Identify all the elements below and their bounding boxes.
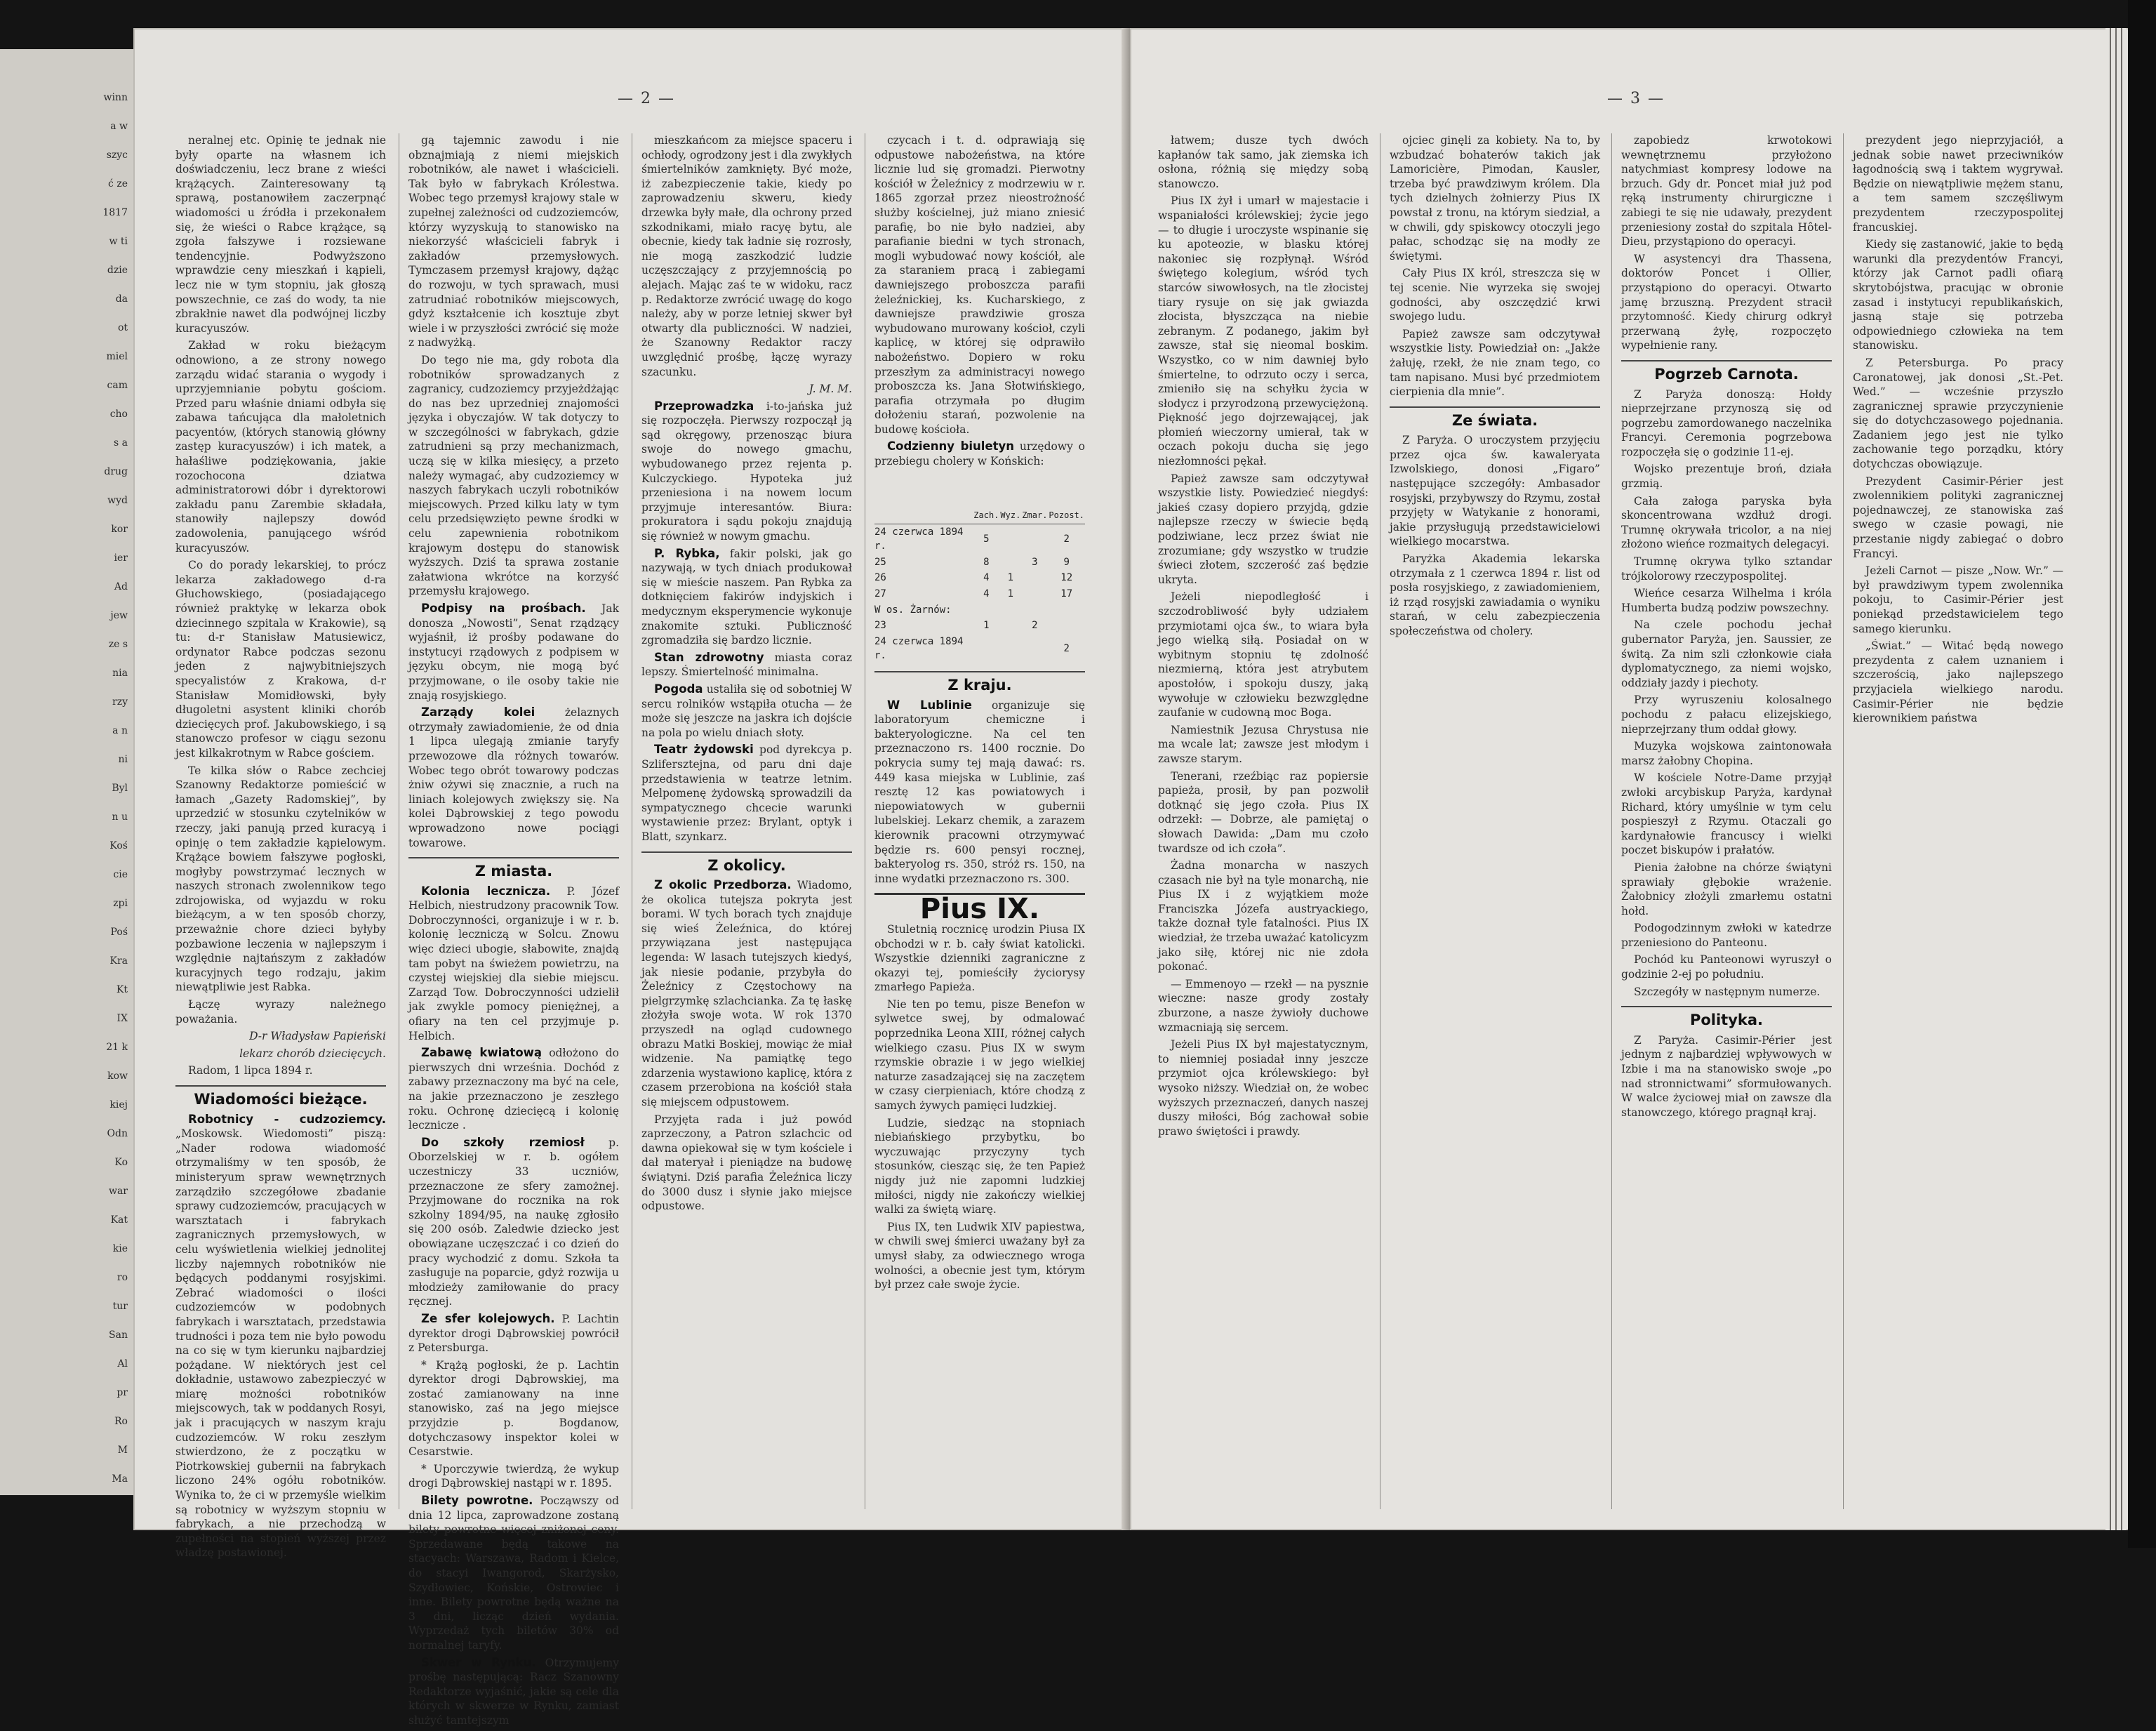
- news-item: [874, 698, 1085, 887]
- table-row: [874, 602, 1085, 618]
- news-item-title: Kolonia lecznicza.: [421, 884, 551, 898]
- newspaper-page-left: [133, 28, 1130, 1727]
- signature: D-r Władysław Papieński: [249, 1030, 386, 1043]
- table-cell: 9: [1063, 556, 1070, 568]
- news-item: [641, 547, 852, 648]
- edge-fragment: San: [109, 1329, 128, 1341]
- paragraph: Kiedy się zastanowić, jakie to będą warunki dla prezydentów Francyi, którzy jak Carnot padli ofiarą skrytobójstwa, pracując w obronie zasad i instytucyi republikańskich, jasną staje się potrzeba odpowiedniego człowieka na tem stanowisku.: [1853, 238, 2063, 352]
- edge-fragment: n u: [112, 811, 128, 823]
- news-item-title: Zabawę kwiatową: [421, 1046, 543, 1060]
- table-cell: [999, 634, 1021, 664]
- edge-fragment: zpi: [113, 898, 128, 909]
- paragraph: łatwem; dusze tych dwóch kapłanów tak samo, jak ziemska ich osłona, różnią się między sobą stanowczo.: [1158, 134, 1369, 190]
- edge-fragment: nia: [112, 668, 128, 679]
- table-cell-date: 23: [874, 620, 886, 632]
- news-item: [641, 651, 852, 679]
- table-header: Zmar.: [1021, 473, 1048, 524]
- right-column-1: [1158, 133, 1369, 1141]
- edge-fragment: dzie: [107, 265, 128, 276]
- paragraph: prezydent jego nieprzyjaciół, a jednak sobie nawet przeciwników łagodnością swą i taktem wygrywał. Będzie on niewątpliwie mężem stanu, a tem samem szczęśliwym prezydentem rzeczypospolitej francuskiej.: [1853, 134, 2063, 234]
- edge-fragment: ni: [118, 754, 128, 765]
- table-row: [874, 555, 1085, 571]
- paragraph: Te kilka słów o Rabce zechciej Szanowny Redaktorze pomieścić w łamach „Gazety Radomskiej”, by uprzedzić w stosunku czytelników w rzeczy, jaki panują przed kuracyą i opinję o tem zakładzie kąpielowym. Krążące bowiem fałszywe pogłoski, mogłyby powstrzymać lecznych w naszych stronach zwolennikow tego zdrojowiska, od wyjazdu w roku bieżącym, a w ten sposób chorzy, przeważnie chore dzieci byłyby pozbawione leczenia w najlepszym i względnie najtańszym z zakładów kuracyjnych tego rodzaju, jakim niewątpliwie jest Rabka.: [175, 764, 386, 994]
- edge-fragment: M: [117, 1445, 128, 1456]
- paragraph: ojciec ginęli za kobiety. Na to, by wzbudzać bohaterów takich jak Lamoricière, Pimodan, Kausler, trzeba być prawdziwym królem. Dla tych dzielnych żołnierzy Pius IX powstał z tronu, na którym siedział, a w chwili, gdy spiskowcy otoczyli jego pałac, schodząc się na modły ze świętymi.: [1390, 134, 1600, 263]
- table-header: Zach.: [973, 473, 999, 524]
- paragraph: Jeżeli Pius IX był majestatycznym, to niemniej posiadał inny jeszcze przymiot ojca królewskiego: był wysoko niższy. Wiedział on, że wobec wyższych przeznaczeń, danych naszej duszy miłości, Bóg zachował sobie prawo świętości i prawdy.: [1158, 1038, 1369, 1138]
- edge-fragment: kie: [112, 1243, 128, 1254]
- news-item: [175, 1113, 386, 1560]
- edge-fragment: pr: [117, 1387, 128, 1398]
- edge-fragment: rzy: [112, 696, 128, 708]
- signature: J. M. M.: [808, 383, 852, 396]
- news-item: [408, 1046, 619, 1133]
- paragraph: Wieńce cesarza Wilhelma i króla Humberta budzą podziw powszechny.: [1621, 587, 1832, 614]
- paragraph: gą tajemnic zawodu i nie obznajmiają z niemi miejskich robotników, ale nawet i właścicieli. Tak było w fabrykach Królestwa. Wobec tego przemysł krajowy stale w zupełnej zależności od cudzoziemców, którzy wyzyskują to stanowisko na niekorzyść właścicieli fabryk i zakładów przemysłowych. Tymczasem przemysł krajowy, dążąc do rozwoju, w tych sprawach, musi zatrudniać robotników miejscowych, gdyż kształcenie ich kosztuje zbyt wiele i w przyszłości zwrócić się może z nadwyżką.: [408, 134, 619, 350]
- table-cell: 8: [983, 556, 990, 568]
- paragraph: zapobiedz krwotokowi wewnętrznemu przyłożono natychmiast kompresy lodowe na brzuch. Gdy dr. Poncet miał już pod ręką instrumenty chirurgiczne i zabiegi te się nie udawały, prezydent przeniesiony został do szpitala Hôtel-Dieu, przystąpiono do operacyi.: [1621, 134, 1832, 248]
- news-item: [641, 1113, 852, 1214]
- paragraph: Z Petersburga. Po pracy Caronatowej, jak donosi „St.-Pet. Wed.” — wcześnie przyszło zagranicznej sprawie przyczynienie się do dotychczasowego pojednania. Zadaniem jego jest nie tylko zachowanie tego porządku, który dotychczas obowiązuje.: [1853, 356, 2063, 471]
- table-cell: [999, 524, 1021, 555]
- right-column-3: [1621, 133, 1832, 1122]
- edge-fragment: 1817: [102, 207, 128, 218]
- bulletin-subtitle: urzędowy o przebiegu cholery w Końskich:: [874, 440, 1085, 468]
- scan-border: [2128, 0, 2156, 1548]
- paragraph: Jeżeli Carnot — pisze „Now. Wr.” — był prawdziwym typem zwolennika pokoju, to Casimir-Périer jest poniekąd przedstawicielem tego samego kierunku.: [1853, 564, 2063, 635]
- news-item-title: Skwer w Rynku.: [421, 1655, 536, 1669]
- table-cell: [999, 618, 1021, 634]
- edge-fragment: ot: [117, 322, 128, 333]
- section-heading-pius: Pius IX.: [874, 893, 1085, 917]
- paragraph: W kościele Notre-Dame przyjął zwłoki arcybiskup Paryża, kardynał Richard, który umyślnie w tym celu pospieszył z Rzymu. Otaczali go kardynałowie francuscy i wielki poczet biskupów i prałatów.: [1621, 771, 1832, 857]
- table-cell: 12: [1060, 572, 1073, 584]
- news-item: [641, 682, 852, 740]
- news-item: [408, 1462, 619, 1491]
- news-item-text: organizuje się laboratoryum chemiczne i bakteryologiczne. Na cel ten przeznaczono rs. 1400 rocznie. Do pokrycia sumy tej mają dawać: rs. 449 kasa miejska w Lublinie, zaś resztę 12 kas powiatowych i niepowiatowych w gubernii lubelskiej. Lekarz chemik, a zarazem kierownik pracowni otrzymywać będzie rs. 600 pensyi rocznej, bakteryolog rs. 350, stróż rs. 150, na inne wydatki przeznaczono rs. 300.: [874, 698, 1086, 885]
- paragraph: Do tego nie ma, gdy robota dla robotników sprowadzanych z zagranicy, cudzoziemcy przyjeżdżając do nas bez uprzedniej znajomości języka i obyczajów. W tak dotyczy to w szczególności w fabrykach, gdzie zatrudnieni są przy mechanizmach, uczą się w kilka miesięcy, a przeto należy wymagać, aby cudzoziemcy w naszych fabrykach uczyli robotników miejscowych. Przed kilku laty w tym celu przedsięwzięto pewne środki w celu zapewnienia robotnikom krajowym dostępu do stanowisk wyższych. Dziś ta sprawa zostanie załatwiona wkrótce na korzyść przemysłu krajowego.: [408, 353, 619, 598]
- table-cell: 3: [1032, 556, 1038, 568]
- table-cell: 4: [983, 572, 990, 584]
- news-item: [641, 399, 852, 544]
- table-row: [874, 618, 1085, 634]
- edge-fragment: kor: [111, 524, 128, 535]
- news-item-title: Robotnicy - cudzoziemcy.: [188, 1112, 386, 1126]
- table-cell: 1: [983, 620, 990, 632]
- paragraph: W asystencyi dra Thassena, doktorów Poncet i Ollier, przystąpiono do operacyi. Otwarto jamę brzuszną. Prezydent stracił przytomność. Kiedy chirurg odkrył przerwaną żyłę, rozpoczęto wypełnienie rany.: [1621, 252, 1832, 352]
- news-item: [408, 1656, 619, 1728]
- news-item-title: Do szkoły rzemiosł: [421, 1135, 585, 1149]
- paragraph: Z Paryża donoszą: Hołdy nieprzejrzane przynoszą się od pogrzebu zamordowanego naczelnika Francyi. Ceremonia pogrzebowa rozpoczęła się o godzinie 11-ej.: [1621, 387, 1832, 458]
- cholera-bulletin-table: [874, 473, 1085, 664]
- paragraph: Namiestnik Jezusa Chrystusa nie ma wcale lat; zawsze jest młodym i zawsze starym.: [1158, 723, 1369, 765]
- news-item-text: odłożono do pierwszych dni września. Dochód z zabawy przeznaczony ma być na cele, na jakie przeznaczono je zeszłego roku. Ochronę dziecięcą i kolonię lecznicze .: [408, 1047, 619, 1132]
- left-column-4: [874, 133, 1085, 1295]
- table-cell: 2: [1063, 533, 1070, 545]
- edge-fragment: Odn: [107, 1128, 128, 1139]
- news-item: [408, 602, 619, 703]
- edge-fragment: Ma: [112, 1473, 128, 1485]
- right-column-2: [1390, 133, 1600, 642]
- table-row: [874, 570, 1085, 586]
- edge-fragment: miel: [106, 351, 128, 362]
- news-item: [408, 1312, 619, 1355]
- table-cell-date: 27: [874, 588, 886, 600]
- paragraph: Muzyka wojskowa zaintonowała marsz żałobny Chopina.: [1621, 740, 1832, 767]
- news-item-text: miasta coraz lepszy. Śmiertelność minimalna.: [641, 651, 852, 679]
- paragraph: Z Paryża. O uroczystem przyjęciu przez ojca św. kawaleryata Izwolskiego, donosi „Figaro” następujące szczegóły: Ambasador rosyjski, przybywszy do Rzymu, został przyjęty w Watykanie z honorami, jakie przysługują przedstawicielowi wielkiego mocarstwa.: [1390, 434, 1600, 548]
- page-stack-edge: [2105, 28, 2127, 1530]
- edge-fragment: tur: [112, 1301, 128, 1312]
- paragraph: Tenerani, rzeźbiąc raz popiersie papieża, prosił, by pan pozwolił dotknąć się jego czoła. Pius IX odrzekł: — Dobrze, ale pamiętaj o słowach Dawida: „Dam mu czoło twardsze od ich czoła”.: [1158, 769, 1369, 855]
- right-column-4: [1853, 133, 2063, 729]
- edge-fragment: Kat: [110, 1214, 128, 1226]
- table-row: [874, 634, 1085, 664]
- table-cell: 1: [1007, 572, 1014, 584]
- news-item-text: pod dyrekcya p. Szlifersztejna, od paru dni daje przedstawienia w teatrze letnim. Melpomenę żydowską sprowadzili da sympatycznego chcecie warunki wystawienie przez: Brylant, optyk i Blatt, szynkarz.: [641, 743, 852, 843]
- edge-fragment: cam: [107, 380, 128, 391]
- table-cell: 17: [1060, 588, 1073, 600]
- news-item: [408, 1494, 619, 1653]
- news-item-title: P. Rybka,: [654, 546, 720, 560]
- edge-fragment: jew: [110, 610, 128, 621]
- adjacent-page-edge: [0, 49, 133, 1495]
- paragraph: Przy wyruszeniu kolosalnego pochodu z pałacu elizejskiego, nieprzejrzany tłum oddał głowy.: [1621, 694, 1832, 736]
- edge-fragment: a w: [110, 121, 128, 132]
- edge-fragment: ro: [117, 1272, 128, 1283]
- edge-fragment: s a: [114, 437, 128, 449]
- table-cell: [1021, 602, 1048, 618]
- news-item-text: Począwszy od dnia 12 lipca, zaprowadzone zostaną bilety powrotne więcej zniżonej ceny. Sprzedawane będą takowe na stacyach: Warszawa, Radom i Kielce, do stacyi Iwangorod, Skarżysko, Szydłowiec, Końskie, Ostrowiec i inne. Bilety powrotne będą ważne na 3 dni, licząc dzień wydania. Wyprzedaż tych biletów 30% od normalnej taryfy.: [408, 1494, 619, 1652]
- news-item-title: Bilety powrotne.: [421, 1494, 533, 1508]
- edge-fragment: ier: [114, 552, 128, 564]
- paragraph: Cały Pius IX król, streszcza się w tej scenie. Nie wyrzeka się swojej godności, aby oszczędzić krwi swojego ludu.: [1390, 267, 1600, 324]
- news-item: [408, 1136, 619, 1309]
- left-column-3: [641, 133, 852, 1216]
- news-item: [408, 705, 619, 850]
- news-item-text: Przyjęta rada i już powód zaprzeczony, a Patron szlachcic od dawna opiekował się w tym kościele i dał materyał i pieniądze na budowę świątyni. Dziś parafia Żeleźnica liczy do 3000 dusz i słynie jako miejsce odpustowe.: [641, 1113, 852, 1213]
- page-number: — 3 —: [1607, 90, 1665, 107]
- table-cell: [1021, 634, 1048, 664]
- page-number: — 2 —: [618, 90, 675, 107]
- news-item-text: p. Oborzelskiej w r. b. ogółem uczestniczy 33 uczniów, przeznaczone ze sfery zamożnej. Przyjmowane do rocznika na rok szkolny 1894/95, na naukę zgłosiło się 200 osób. Zaledwie dziecko jest obowiązane uczęszczać i co dzień do pracy wychodzić z domu. Szkoła ta zasługuje na poparcie, gdyż rozwija u młodzieży zamiłowanie do pracy ręcznej.: [408, 1136, 619, 1308]
- edge-fragment: szyc: [106, 150, 128, 161]
- section-heading: Polityka.: [1621, 1006, 1832, 1028]
- left-column-1: [175, 133, 386, 1563]
- bulletin-intro: [874, 439, 1085, 468]
- table-row: [874, 524, 1085, 555]
- table-cell: [1021, 586, 1048, 602]
- news-item: [408, 1358, 619, 1459]
- edge-fragment: Ad: [114, 581, 128, 592]
- news-item-title: Przeprowadzka: [654, 399, 754, 413]
- table-header: Wyz.: [999, 473, 1021, 524]
- news-item-title: Z okolic Przedborza.: [654, 878, 792, 892]
- paragraph: Nie ten po temu, pisze Benefon w sylwetce swej, by odmalować poprzednika Leona XIII, różnej całych wielkiego czasu. Pius IX w swym rzymskie obrazie i w jego wielkiej naturze zasadzającej się na zaczętem w czasy cierpieniach, które chodzą z samych żywych pamięci ludzkiej.: [874, 997, 1085, 1113]
- edge-fragment: kow: [107, 1070, 128, 1082]
- bulletin-title: Codzienny biuletyn: [887, 439, 1015, 453]
- left-column-2: [408, 133, 619, 1731]
- edge-fragment: cho: [109, 409, 128, 420]
- paragraph: Cała załoga paryska była skoncentrowana wzdłuż drogi. Trumnę okrywała tricolor, a na niej złożono wieńce rozmaitych delegacyi.: [1621, 494, 1832, 551]
- section-heading: Wiadomości bieżące.: [175, 1085, 386, 1107]
- news-item-text: żelaznych otrzymały zawiadomienie, że od dnia 1 lipca ulegają zmianie taryfy przewozowe dla różnych towarów. Wobec tego obrót towarowy podczas żniw ożywi się znacznie, a ruch na liniach kolejowych zwiększy się. Na kolei Dąbrowskiej z tego powodu wprowadzono nowe pociągi towarowe.: [408, 706, 619, 849]
- paragraph: Żadna monarcha w naszych czasach nie był na tyle monarchą, nie Pius IX i z wyjątkiem może Franciszka Józefa austryackiego, także doznał tyle fatalności. Pius IX wiedział, że trzeba uważać katolicyzm jako siłę, której nic nie zdoła pokonać.: [1158, 859, 1369, 974]
- paragraph: Pius IX, ten Ludwik XIV papiestwa, w chwili swej śmierci uważany był za umysł słaby, za odwiecznego wroga wolności, a obecnie jest tym, którym był przez całe swoje życie.: [874, 1220, 1085, 1292]
- paragraph: Papież zawsze sam odczytywał wszystkie listy. Powiedzieć niegdyś: jakieś czasy dopiero przyjdą, gdzie najlepsze rzeczy w świecie będą podziwiane, lecz przez świat nie zrozumiane; gdy wszystko w trudzie świeci złotem, szczerość zaś będzie ukryta.: [1158, 472, 1369, 586]
- paragraph: Prezydent Casimir-Périer jest zwolennikiem polityki zagranicznej pojednawczej, ze stanowiska zaś swego w czasie powagi, nie przestanie nigdy zabiegać o dobro Francyi.: [1853, 475, 2063, 560]
- news-item-title: Teatr żydowski: [654, 743, 754, 757]
- table-cell: [973, 634, 999, 664]
- table-cell: 5: [983, 533, 990, 545]
- edge-fragment: wyd: [107, 495, 128, 506]
- edge-fragment: Koś: [109, 840, 128, 851]
- paragraph: Co do porady lekarskiej, to prócz lekarza zakładowego d-ra Głuchowskiego, (posiadającego również praktykę w lekarza obok dziecinnego szpitala w Krakowie), są tu: d-r Stanisław Matusiewicz, ordynator Rabce podczas sezonu jeden z najwybitniejszych specyalistów z Krakowa, d-r Stanisław Momidłowski, były długoletni asystent kliniki chorób dziecięcych prof. Jakubowskiego, i są stanowczo profesor w ciągu sezonu jest kilkakrotnym w Rabce gościem.: [175, 559, 386, 760]
- table-cell: [1021, 524, 1048, 555]
- paragraph: Jeżeli niepodległość i szczodrobliwość były udziałem przymiotami ojca św., to wiara była jego wielką siłą. Posiadał on w wybitnym stopniu tę zdolność niezmierną, która jest atrybutem apostołów, i spokoju duszy, jaką wywołuje w człowieku bezwzględne zaufanie w cudowną moc Boga.: [1158, 590, 1369, 719]
- signature-role: lekarz chorób dziecięcych.: [239, 1047, 386, 1060]
- edge-fragment: a n: [112, 725, 128, 736]
- paragraph: — Emmenoyo — rzekł — na pysznie wieczne: nasze grody zostały zburzone, a nasze żywioły duchowe wzmacniają się sercem.: [1158, 977, 1369, 1034]
- edge-fragment: Byl: [112, 783, 128, 794]
- paragraph: Szczegóły w następnym numerze.: [1634, 985, 1821, 998]
- news-item-title: Zarządy kolei: [421, 705, 535, 719]
- table-cell-date: 24 czerwca 1894 r.: [874, 526, 964, 552]
- section-heading: Z kraju.: [874, 671, 1085, 693]
- paragraph: mieszkańcom za miejsce spaceru i ochłody, ogrodzony jest i dla zwykłych śmiertelników zamknięty. Być może, iż zabezpieczenie takie, kiedy po zaprowadzeniu skweru, kiedy drzewka były małe, dla ochrony przed szkodnikami, miało racyę bytu, ale obecnie, kiedy tak ładnie się rozrosły, nie mogą zaszkodzić ludzie uczęszczający z przyjemnością po alejach. Mając zaś te w widoku, racz p. Redaktorze zwrócić uwagę do kogo należy, aby w porze letniej skwer był otwarty dla publiczności. W nadziei, że Szanowny Redaktor raczy uwzględnić prośbę, łączę wyrazy szacunku.: [641, 134, 852, 378]
- edge-fragment: ć ze: [108, 178, 128, 190]
- edge-fragment: w ti: [109, 236, 128, 247]
- paragraph: Wojsko prezentuje broń, działa grzmią.: [1621, 463, 1832, 491]
- paragraph: Podogodzinnym zwłoki w katedrze przeniesiono do Panteonu.: [1621, 922, 1832, 949]
- news-item: [408, 884, 619, 1044]
- table-cell-date: 24 czerwca 1894 r.: [874, 635, 964, 662]
- news-item-text: i-to-jańska już się rozpoczęła. Pierwszy rozpoczął ją sąd okręgowy, przenosząc biura swoje do nowego gmachu, wybudowanego przez rejenta p. Kulczyckiego. Hypoteka już przeniesiona i na nowem locum przyjmuje interesantów. Biura: prokuratora i sądu pokoju znajdują się również w nowym gmachu.: [641, 399, 852, 543]
- table-header: Pozost.: [1048, 473, 1085, 524]
- edge-fragment: Ro: [114, 1416, 128, 1427]
- table-cell: [973, 602, 999, 618]
- column-divider: [1611, 133, 1612, 1509]
- table-row: [874, 586, 1085, 602]
- section-heading: Z okolicy.: [641, 851, 852, 873]
- paragraph: Z Paryża. Casimir-Périer jest jednym z najbardziej wpływowych w Izbie i ma na stanowisko swoje „po nad stronnictwami” sformułowanych. W walce życiowej miał on zawsze dla stanowczego, którego pragnął kraj.: [1621, 1033, 1832, 1119]
- paragraph: Pienia żałobne na chórze świątyni sprawiały głębokie wrażenie. Żałobnicy złożyli zmarłemu ostatni hołd.: [1621, 861, 1832, 917]
- paragraph: Trumnę okrywa tylko sztandar trójkolorowy rzeczypospolitej.: [1621, 555, 1832, 583]
- paragraph: czycach i t. d. odprawiają się odpustowe nabożeństwa, na które licznie lud się gromadzi. Pierwotny kościół w Żeleźnicy z modrzewiu w r. 1865 zgorzał przez nieostrożność służby kościelnej, już miano zniesić parafię, bo nie było nadziei, aby parafianie biedni w tych stronach, mogli wybudować nowy kościół, ale za staraniem pracą i zabiegami dawniejszego proboszcza parafii żeleźnickiej, ks. Kucharskiego, z dawniejsze prawdziwie grosza wybudowano murowany kościoł, czyli kaplicę, w której się odprawiło nabożeństwo. Dopiero w roku przeszłym za administracyi nowego proboszcza ks. Jana Słotwińskiego, parafia otrzymała po długim dołożeniu starań, pozwolenie na budowę kościoła.: [874, 134, 1085, 436]
- news-item-title: Stan zdrowotny: [654, 650, 764, 664]
- table-cell-date: W os. Żarnów:: [874, 604, 952, 616]
- news-item: [641, 878, 852, 1110]
- paragraph: neralnej etc. Opinię te jednak nie były oparte na własnem ich doświadczeniu, lecz brane z wieści krążących. Zainteresowany tą sprawą, postanowiłem zaczerpnąć wiadomości u źródła i przekonałem się, że wieści o Rabce krążące, są zgoła fałszywe i rozsiewane tendencyjnie. Podwyższono wprawdzie ceny mieszkań i kąpieli, lecz nie w tym stopniu, jak głoszą powszechnie, ce zaś do wody, ta nie zbrakłnie nawet dla podwójnej liczby kuracyuszów.: [175, 134, 386, 335]
- news-item-text: fakir polski, jak go nazywają, w tych dniach produkował się w mieście naszem. Pan Rybka za dotknięciem fakirów indyjskich i medycznym eksperymencie wykonuje znakomite sztuki. Publiczność zgromadziła się bardzo licznie.: [641, 547, 852, 647]
- edge-fragment: Kra: [109, 955, 128, 967]
- table-cell-date: 25: [874, 556, 886, 568]
- paragraph: Pius IX żył i umarł w majestacie i wspaniałości królewskiej; życie jego — to długie i uroczyste wspinanie się ku apoteozie, w blasku której nakoniec się rozpłynął. Wśród świętego kolegium, wśród tych starców siwowłosych, na tle złocistej tiary rysuje on się jak gwiazda złocista, błyszcząca na niebie zebranym. Z podanego, jakim był zawsze, stał się nieomal boskim. Wszystko, co w nim dawniej było śmiertelne, to odrzuto oczy i serca, zmieniło się na schyłku życia w słodycz i przyrodzoną przewyciężoną. Piękność jego dojrzewającej, jak płomień wieczorny umierał, tak w oczach pokoju ducha się jego niezłomności pękał.: [1158, 194, 1369, 468]
- edge-fragment: da: [115, 293, 128, 305]
- paragraph: Papież zawsze sam odczytywał wszystkie listy. Powiedział on: „Jakże żałuję, rzekł, że nie znam tego, co tam napisano. Musi być przedmiotem cierpienia dla mnie”.: [1390, 327, 1600, 399]
- paragraph: Na czele pochodu jechał gubernator Paryża, jen. Saussier, ze świtą. Za nim szli członkowie ciała dyplomatycznego, za niemi wojsko, oddziały jazdy i piechoty.: [1621, 618, 1832, 689]
- news-item-title: Pogoda: [654, 682, 703, 696]
- edge-fragment: ze s: [108, 639, 128, 650]
- paragraph: „Świat.” — Witać będą nowego prezydenta z całem uznaniem i szczerością, jako najlepszego przyjaciela wielkiego narodu. Casimir-Périer nie będzie kierownikiem państwa: [1853, 639, 2063, 725]
- edge-fragment: Kt: [116, 984, 128, 995]
- column-divider: [1843, 133, 1844, 1509]
- paragraph: Stuletnią rocznicę urodzin Piusa IX obchodzi w r. b. cały świat katolicki. Wszystkie dzienniki zagraniczne z okazyi tej, pomieściły życiorysy zmarłego Papieża.: [874, 922, 1085, 994]
- paragraph: Pochód ku Panteonowi wyruszył o godzinie 2-ej po południu.: [1621, 953, 1832, 981]
- table-cell: [999, 602, 1021, 618]
- closing-line: Łączę wyrazy należnego poważania.: [175, 998, 386, 1026]
- news-item-text: P. Józef Helbich, niestrudzony pracownik Tow. Dobroczynności, organizuje i w r. b. kolonię leczniczą w Solcu. Znowu więc dzieci ubogie, słabowite, znajdą tam pobyt na świeżem powietrzu, na czystej wiejskiej dla siebie miejscu. Zarząd Tow. Dobroczynności udzielił jak zwykle pomocy pieniężnej, a ofiary na ten cel przyjmuje p. Helbich.: [408, 884, 619, 1042]
- edge-fragment: war: [108, 1186, 128, 1197]
- news-item-text: „Moskowsk. Wiedomosti” piszą: „Nader rodowa wiadomość otrzymaliśmy w ten sposób, że ministeryum spraw wewnętrznych zarządziło szczegółowe zbadanie sprawy cudzoziemców, pracujących w warsztatach i fabrykach zagranicznych przemysłowych, w celu wyświetlenia wielkiej jednolitej liczby najemnych robotników nie będących poddanymi rosyjskimi. Zebrać wiadomości o ilości cudzoziemców w podobnych fabrykach i warsztatach, przedstawia trudności i poza tem nie było powodu na co się w tym kierunku najbardziej pożądane. W niektórych jest cel dokładnie, ustawowo zabezpieczyć w miarę możności robotników miejscowych, tak w poddanych Rosyi, jak i pracujących w naszym kraju cudzoziemców. W roku zeszłym stwierdzono, że z początku w Piotrkowskiej gubernii na fabrykach liczono 24% ogółu robotników. Wynika to, że ci w przemyśle wielkim są robotnicy w wyższym stopniu w fabrykach, a nie przechodzą w zupełności na stopień wyższej przez władzę postawionej.: [175, 1127, 386, 1560]
- table-cell: 2: [1063, 643, 1070, 655]
- news-item: [641, 743, 852, 844]
- paragraph: Ludzie, siedząc na stopniach niebiańskiego przybytku, bo wyczuwając przyczyny tych stosunków, ciesząc się, że ten Papież nigdy już nie zapomni ludzkiej miłości, nigdy nie zakończy wielkiej walki za świętą wiarę.: [874, 1116, 1085, 1216]
- newspaper-page-right: [1130, 28, 2130, 1530]
- news-item-text: Wiadomo, że okolica tutejsza pokryta jest borami. W tych borach tych znajduje się wieś Żeleźnica, do której przywiązana jest następująca legenda: W lasach tutejszych kiedyś, jak niesie podanie, przybyła do Żeleźnicy z Częstochowy na pielgrzymkę szlachcianka. Za tę łaskę złożyła swoje wota. W rok 1370 przyszedł na ogląd cudownego obrazu Matki Boskiej, mowiąc że miał widzenie. Na pamiątkę tego zdarzenia wystawiono kaplicę, która z czasem przerobiona na kościół stała się miejscem odpustowem.: [641, 879, 852, 1108]
- table-cell: [1048, 602, 1085, 618]
- table-cell: [1048, 618, 1085, 634]
- table-cell: [999, 555, 1021, 571]
- news-item-text: * Uporczywie twierdzą, że wykup drogi Dąbrowskiej nastąpi w r. 1895.: [408, 1462, 619, 1490]
- edge-fragment: 21 k: [106, 1042, 128, 1053]
- paragraph: Paryżka Akademia lekarska otrzymała z 1 czerwca 1894 r. list od posła rosyjskiego, z zawiadomieniem, iż rząd rosyjski zawiadamia o wyniku starań, w celu zabezpieczenia społeczeństwa od cholery.: [1390, 552, 1600, 637]
- table-cell-date: 26: [874, 572, 886, 584]
- edge-fragment: drug: [104, 466, 128, 477]
- news-item-text: * Krążą pogłoski, że p. Lachtin dyrektor drogi Dąbrowskiej, ma zostać zamianowany na inne stanowisko, zaś na jego miejsce przyjdzie p. Bogdanow, dotychczasowy inspektor kolei w Cesarstwie.: [408, 1358, 619, 1459]
- table-cell: 4: [983, 588, 990, 600]
- news-item-text: Jak donosza „Nowosti”, Senat rządzący wyjaśnił, iż prośby podawane do instytucyi rządowych z podpisem w języku obcym, nie mogą być przyjmowane, o ile osoby takie nie znają rosyjskiego.: [408, 602, 619, 702]
- news-item-title: W Lublinie: [887, 698, 972, 712]
- section-heading: Ze świata.: [1390, 406, 1600, 428]
- dateline: Radom, 1 lipca 1894 r.: [188, 1064, 313, 1077]
- news-item-title: Ze sfer kolejowych.: [421, 1311, 555, 1325]
- table-cell: [1021, 570, 1048, 586]
- edge-fragment: winn: [103, 92, 128, 103]
- edge-fragment: Ko: [114, 1157, 128, 1168]
- section-heading: Pogrzeb Carnota.: [1621, 360, 1832, 382]
- section-heading: Z miasta.: [408, 857, 619, 879]
- edge-fragment: Poś: [110, 927, 128, 938]
- news-item-text: Otrzymujemy prośbę następującą: Racz Szanowny Redaktorze wyjaśnić, jakie są cele dla których w skwerze w Rynku, zamiast służyć tamtejszym: [408, 1656, 619, 1727]
- news-item-text: ustaliła się od sobotniej W sercu rolników wstąpiła otucha — że może się jeszcze na jaskra ich dojście na pola po wielu dniach słoty.: [641, 682, 852, 739]
- edge-fragment: cie: [113, 869, 128, 880]
- edge-fragment: kiej: [109, 1099, 128, 1110]
- edge-fragment: Al: [117, 1358, 128, 1369]
- edge-fragment: IX: [117, 1013, 128, 1024]
- news-item-title: Podpisy na prośbach.: [421, 602, 586, 615]
- table-header-date: [874, 473, 973, 524]
- table-cell: 2: [1032, 620, 1038, 632]
- paragraph: Zakład w roku bieżącym odnowiono, a ze strony nowego zarządu widać starania o wygody i uprzyjemnianie pobytu gościom. Przed paru właśnie dniami odbyła się zabawa tańcująca dla małoletnich pacyentów, (których stanowią główny zastęp kuracyuszów) i ich matek, a hałaśliwe podziękowania, jakie rozochocona dziatwa administratorowi dóbr i dyrektorowi zakładu panu Zarembie składała, stanowiły najlepszy dowód zadowolenia, panującego wśród kuracyuszów.: [175, 339, 386, 555]
- news-item-text: P. Lachtin dyrektor drogi Dąbrowskiej powrócił z Petersburga.: [408, 1312, 619, 1355]
- table-cell: 1: [1007, 588, 1014, 600]
